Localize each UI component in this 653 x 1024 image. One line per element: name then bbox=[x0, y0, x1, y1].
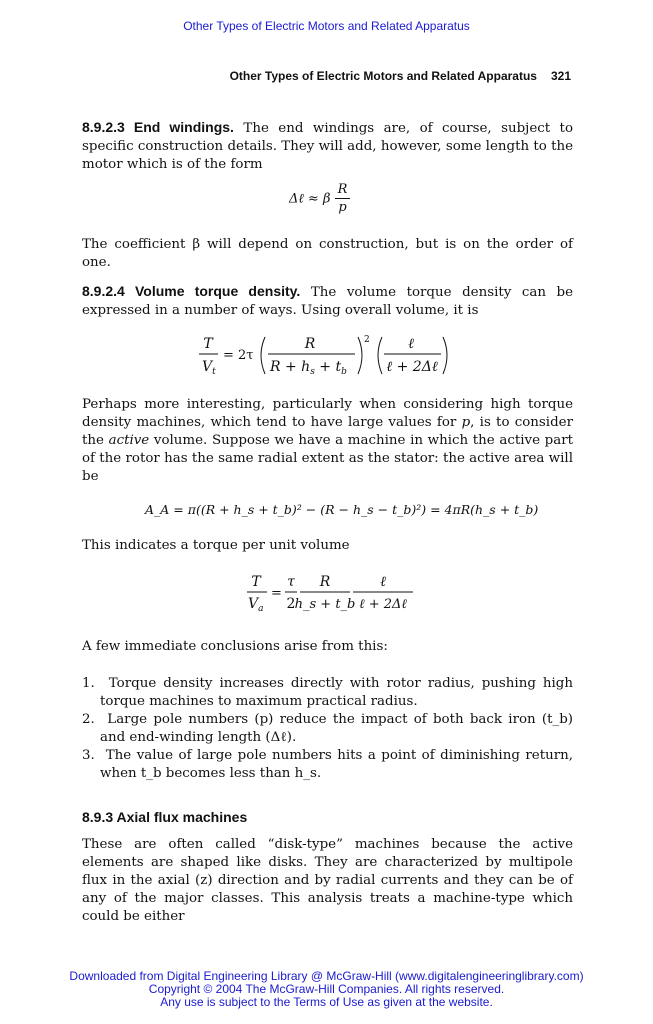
active-emphasis: active bbox=[108, 433, 150, 448]
active-volume-text-3: volume. Suppose we have a machine in which the active part of the rotor has the same radial extent as the stator: the active area will be bbox=[82, 433, 573, 484]
footer-terms: Any use is subject to the Terms of Use as given at the website. bbox=[160, 995, 493, 1009]
eq2-left-paren-2 bbox=[378, 337, 382, 374]
pole-number-variable: p bbox=[461, 415, 471, 430]
footer bbox=[0, 970, 653, 1009]
eq2-f1-numerator: R bbox=[304, 336, 316, 352]
coefficient-paragraph: The coefficient β will depend on construction, but is on the order of one. bbox=[82, 237, 573, 270]
eq4-f1-denominator: 2 bbox=[286, 596, 296, 612]
eq2-lhs-denominator: $V_t$ bbox=[202, 359, 216, 377]
list-number: 3. bbox=[82, 748, 95, 763]
footer-copyright: Copyright © 2004 The McGraw-Hill Companies. All rights reserved. bbox=[148, 982, 505, 996]
section-893-heading: 8.9.3 Axial flux machines bbox=[82, 809, 248, 825]
running-head-title: Other Types of Electric Motors and Related Apparatus bbox=[229, 69, 537, 83]
eq4-f3-numerator: ℓ bbox=[380, 574, 386, 590]
eq2-right-paren-2 bbox=[443, 337, 447, 374]
conclusions-intro: A few immediate conclusions arise from this: bbox=[82, 639, 388, 654]
eq4-f2-denominator: h_s + t_b bbox=[294, 597, 356, 612]
list-number: 1. bbox=[82, 676, 95, 691]
section-8923-paragraph bbox=[82, 118, 573, 174]
eq2-coefficient: = 2τ bbox=[223, 348, 254, 363]
torque-unit-paragraph: This indicates a torque per unit volume bbox=[82, 538, 350, 553]
eq4-f3-denominator: ℓ + 2Δℓ bbox=[359, 597, 407, 612]
top-banner: Other Types of Electric Motors and Related Apparatus bbox=[183, 19, 470, 33]
active-volume-paragraph bbox=[82, 396, 573, 486]
list-text: Torque density increases directly with rotor radius, pushing high torque machines to maximum practical radius. bbox=[100, 676, 573, 709]
active-volume-text-2: , is to consider the bbox=[82, 415, 573, 448]
eq2-lhs-numerator: T bbox=[203, 336, 213, 352]
eq1-denominator: p bbox=[338, 200, 347, 215]
axial-flux-paragraph: These are often called “disk-type” machines because the active elements are shaped like disks. They are characterized by multipole flux in the axial (z) direction and by radial currents and they can be of any of the major classes. This analysis treats a machine-type which could be either bbox=[82, 837, 573, 924]
equation-end-winding-length bbox=[289, 182, 350, 215]
section-8923-text: The end windings are, of course, subject to specific construction details. They will add, however, some length to the motor which is of the form bbox=[82, 121, 573, 172]
eq4-equals: = bbox=[271, 586, 282, 601]
list-text: The value of large pole numbers hits a point of diminishing return, when t_b becomes less than h_s. bbox=[100, 748, 573, 781]
list-item bbox=[82, 747, 573, 783]
page-number: 321 bbox=[550, 69, 571, 83]
equation-active-volume-torque bbox=[245, 570, 425, 616]
eq2-left-paren-1 bbox=[261, 337, 265, 374]
equation-overall-volume-torque-density bbox=[195, 332, 465, 380]
eq2-f2-numerator: ℓ bbox=[408, 336, 414, 352]
eq4-lhs-numerator: T bbox=[251, 574, 261, 590]
section-8924-paragraph bbox=[82, 282, 573, 320]
eq2-f2-denominator: ℓ + 2Δℓ bbox=[386, 359, 438, 375]
eq2-power: 2 bbox=[364, 335, 370, 345]
eq4-f1-numerator: τ bbox=[287, 574, 295, 590]
eq2-right-paren-1 bbox=[358, 337, 362, 374]
list-item bbox=[82, 711, 573, 747]
list-item bbox=[82, 675, 573, 711]
footer-download-link[interactable]: Downloaded from Digital Engineering Library @ McGraw-Hill (www.digitalengineeringlibrary.com) bbox=[69, 969, 584, 983]
section-8924-text: The volume torque density can be expressed in a number of ways. Using overall volume, it is bbox=[82, 285, 573, 318]
equation-active-area: A_A = π((R + h_s + t_b)² − (R − h_s − t_b)²) = 4πR(h_s + t_b) bbox=[145, 502, 539, 517]
eq2-f1-denominator: $R + h_s + t_b$ bbox=[270, 359, 347, 377]
eq4-f2-numerator: R bbox=[319, 574, 331, 590]
eq1-numerator: R bbox=[335, 182, 351, 199]
eq1-lhs: Δℓ ≈ β bbox=[289, 191, 331, 207]
list-number: 2. bbox=[82, 712, 95, 727]
section-8923-heading: 8.9.2.3 End windings. bbox=[82, 119, 234, 135]
running-head bbox=[230, 69, 571, 83]
section-8924-heading: 8.9.2.4 Volume torque density. bbox=[82, 283, 301, 299]
list-text: Large pole numbers (p) reduce the impact of both back iron (t_b) and end-winding length (Δℓ). bbox=[100, 712, 573, 745]
eq4-lhs-denominator: $V_a$ bbox=[248, 596, 264, 614]
active-volume-text-1: Perhaps more interesting, particularly when considering high torque density machines, which tend to have large values for bbox=[82, 397, 573, 430]
